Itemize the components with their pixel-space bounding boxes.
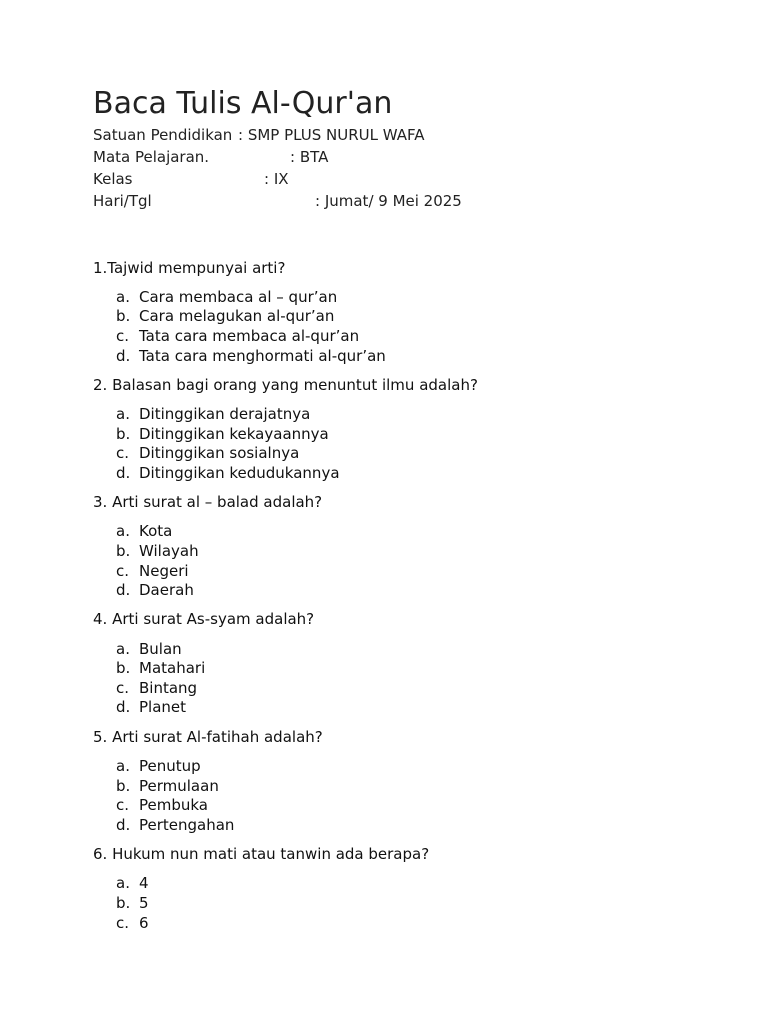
option-text: Kota (139, 522, 173, 540)
option-text: Bintang (139, 679, 198, 697)
option-letter: a. (116, 288, 130, 306)
option-text: 6 (139, 914, 149, 932)
option-letter: c. (116, 562, 130, 580)
option-letter: c. (116, 796, 130, 814)
option-text: Planet (139, 698, 187, 716)
header-value: : SMP PLUS NURUL WAFA (238, 126, 425, 144)
option-text: Ditinggikan kedudukannya (139, 464, 340, 482)
option-text: Matahari (139, 659, 206, 677)
option-text: Cara membaca al – qur’an (139, 288, 338, 306)
option-letter: d. (116, 581, 131, 599)
header-value: : Jumat/ 9 Mei 2025 (315, 192, 462, 210)
option-letter: b. (116, 659, 131, 677)
option-letter: b. (116, 425, 131, 443)
option-text: Ditinggikan kekayaannya (139, 425, 329, 443)
option-letter: d. (116, 698, 131, 716)
option-letter: a. (116, 757, 130, 775)
question-6: 6. Hukum nun mati atau tanwin ada berapa? (93, 845, 430, 863)
option-letter: c. (116, 444, 130, 462)
document-title: Baca Tulis Al-Qur'an (93, 86, 393, 121)
option-letter: b. (116, 307, 131, 325)
option-letter: a. (116, 405, 130, 423)
option-text: Tata cara menghormati al-qur’an (139, 347, 386, 365)
option-text: Permulaan (139, 777, 219, 795)
option-text: Negeri (139, 562, 189, 580)
option-text: Daerah (139, 581, 194, 599)
option-text: Ditinggikan sosialnya (139, 444, 300, 462)
option-letter: d. (116, 464, 131, 482)
question-3: 3. Arti surat al – balad adalah? (93, 493, 323, 511)
header-label: Satuan Pendidikan (93, 126, 233, 144)
option-letter: b. (116, 777, 131, 795)
question-2: 2. Balasan bagi orang yang menuntut ilmu adalah? (93, 376, 478, 394)
option-text: Tata cara membaca al-qur’an (139, 327, 360, 345)
option-letter: d. (116, 816, 131, 834)
header-value: : IX (264, 170, 289, 188)
option-letter: d. (116, 347, 131, 365)
option-letter: a. (116, 874, 130, 892)
option-text: 5 (139, 894, 149, 912)
option-text: Penutup (139, 757, 201, 775)
question-4: 4. Arti surat As-syam adalah? (93, 610, 315, 628)
option-text: Wilayah (139, 542, 199, 560)
option-letter: c. (116, 914, 130, 932)
option-letter: b. (116, 894, 131, 912)
option-text: Pembuka (139, 796, 208, 814)
header-label: Kelas (93, 170, 133, 188)
option-letter: a. (116, 640, 130, 658)
header-value: : BTA (290, 148, 329, 166)
option-text: Ditinggikan derajatnya (139, 405, 311, 423)
header-label: Mata Pelajaran. (93, 148, 210, 166)
option-text: 4 (139, 874, 149, 892)
option-text: Bulan (139, 640, 182, 658)
option-letter: c. (116, 679, 130, 697)
option-letter: b. (116, 542, 131, 560)
option-text: Cara melagukan al-qur’an (139, 307, 335, 325)
option-text: Pertengahan (139, 816, 235, 834)
question-1: 1.Tajwid mempunyai arti? (93, 259, 286, 277)
question-5: 5. Arti surat Al-fatihah adalah? (93, 728, 323, 746)
header-label: Hari/Tgl (93, 192, 152, 210)
option-letter: a. (116, 522, 130, 540)
option-letter: c. (116, 327, 130, 345)
